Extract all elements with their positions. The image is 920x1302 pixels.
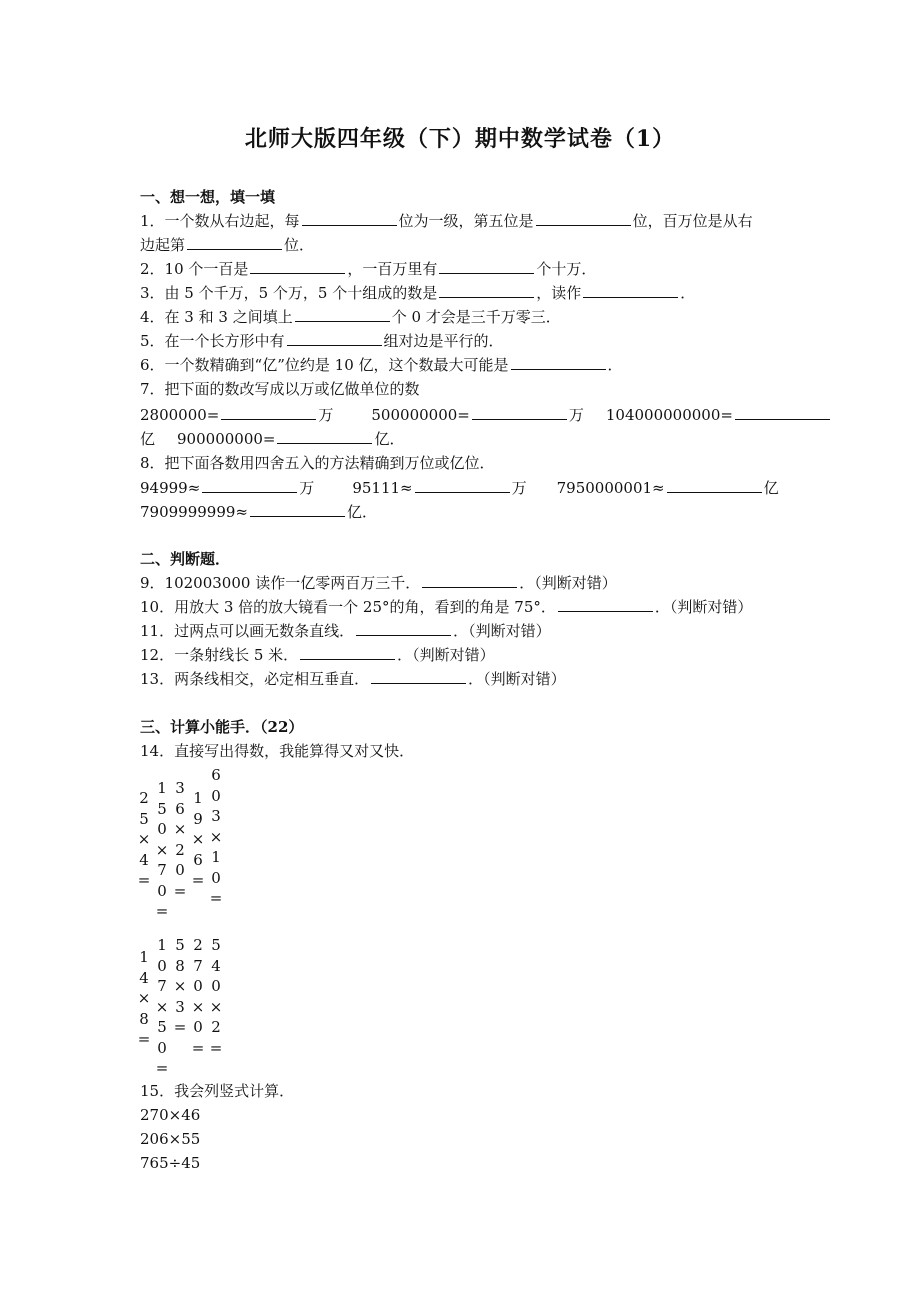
calc-item: 150×70=	[155, 779, 169, 920]
answer-blank[interactable]	[735, 404, 830, 420]
question-10	[140, 596, 752, 618]
question-6	[140, 354, 623, 376]
q2-text-a: 2．10 个一百是	[140, 260, 249, 278]
q8-text-d: 万	[511, 479, 527, 497]
question-12	[140, 644, 495, 666]
calc-item: 58×3=	[173, 936, 187, 1036]
question-8-line-2	[140, 501, 377, 523]
answer-blank[interactable]	[415, 477, 510, 493]
q8-text-e: 7950000001≈	[556, 479, 665, 497]
question-14: 14．直接写出得数，我能算得又对又快．	[140, 742, 415, 760]
calc-item: 270×0=	[191, 936, 205, 1057]
answer-blank[interactable]	[187, 234, 282, 250]
q6-text-a: 6．一个数精确到“亿”位约是 10 亿，这个数最大可能是	[140, 356, 509, 374]
q6-text-b: ．	[607, 356, 623, 374]
question-7-line-2	[140, 428, 405, 450]
answer-blank[interactable]	[202, 477, 297, 493]
q13-text: 13．两条线相交，必定相互垂直．	[140, 670, 370, 688]
answer-blank[interactable]	[536, 210, 631, 226]
answer-blank[interactable]	[221, 404, 316, 420]
answer-blank[interactable]	[511, 354, 606, 370]
q7-text-h: 亿．	[374, 430, 405, 448]
answer-blank[interactable]	[302, 210, 397, 226]
q10-text: 10．用放大 3 倍的放大镜看一个 25°的角，看到的角是 75°．	[140, 598, 556, 616]
q5-text-a: 5．在一个长方形中有	[140, 332, 285, 350]
q7-text-b: 万	[318, 406, 334, 424]
question-11	[140, 620, 551, 642]
vertical-calc-3: 765÷45	[140, 1154, 201, 1172]
answer-blank[interactable]	[667, 477, 762, 493]
calc-item: 25×4=	[137, 789, 151, 889]
q1-text-e: 位．	[284, 236, 315, 254]
q7-text-c: 500000000=	[371, 406, 470, 424]
q1-text-c: 位，百万位是从右	[632, 212, 753, 230]
question-8-line-1	[140, 477, 779, 499]
judge-hint: ．（判断对错）	[519, 574, 617, 592]
calc-item: 603×10=	[209, 766, 223, 907]
answer-blank[interactable]	[287, 330, 382, 346]
vertical-calc-1: 270×46	[140, 1106, 201, 1124]
q4-text-b: 个 0 才会是三千万零三．	[391, 308, 561, 326]
answer-blank[interactable]	[300, 644, 395, 660]
q8-text-h: 亿．	[347, 503, 378, 521]
calc-item: 107×50=	[155, 936, 169, 1077]
q8-text-b: 万	[299, 479, 315, 497]
q12-text: 12．一条射线长 5 米．	[140, 646, 299, 664]
answer-blank[interactable]	[439, 258, 534, 274]
q8-text-a: 94999≈	[140, 479, 201, 497]
q8-text-c: 95111≈	[352, 479, 413, 497]
q8-text-g: 7909999999≈	[140, 503, 249, 521]
judge-hint: ．（判断对错）	[654, 598, 753, 616]
calc-item: 36×20=	[173, 779, 187, 900]
judge-hint: ．（判断对错）	[453, 622, 551, 640]
question-8: 8．把下面各数用四舍五入的方法精确到万位或亿位．	[140, 454, 495, 472]
calc-item: 19×6=	[191, 789, 205, 889]
q1-text-b: 位为一级，第五位是	[398, 212, 534, 230]
calc-item: 540×2=	[209, 936, 223, 1057]
section-2-heading: 二、判断题．	[140, 550, 231, 568]
answer-blank[interactable]	[277, 428, 372, 444]
q2-text-c: 个十万．	[536, 260, 597, 278]
page-title: 北师大版四年级（下）期中数学试卷（1）	[244, 126, 676, 152]
q3-text-a: 3．由 5 个千万，5 个万，5 个十组成的数是	[140, 284, 438, 302]
answer-blank[interactable]	[422, 572, 517, 588]
answer-blank[interactable]	[472, 404, 567, 420]
q11-text: 11．过两点可以画无数条直线．	[140, 622, 355, 640]
q7-text-d: 万	[568, 406, 584, 424]
q7-text-a: 2800000=	[140, 406, 220, 424]
question-1-line-2	[140, 234, 314, 256]
q7-text-f: 亿	[140, 430, 156, 448]
answer-blank[interactable]	[250, 258, 345, 274]
answer-blank[interactable]	[250, 501, 345, 517]
question-3	[140, 282, 695, 304]
q1-text-d: 边起第	[140, 236, 186, 254]
question-7-line-1	[140, 404, 832, 426]
calc-item: 14×8=	[137, 948, 151, 1048]
section-1-heading: 一、想一想，填一填	[140, 188, 276, 206]
q4-text-a: 4．在 3 和 3 之间填上	[140, 308, 293, 326]
answer-blank[interactable]	[558, 596, 653, 612]
question-5	[140, 330, 504, 352]
question-15: 15．我会列竖式计算．	[140, 1082, 295, 1100]
judge-hint: ．（判断对错）	[468, 670, 566, 688]
q1-text-a: 1．一个数从右边起，每	[140, 212, 300, 230]
answer-blank[interactable]	[295, 306, 390, 322]
q7-text-g: 900000000=	[177, 430, 276, 448]
question-9	[140, 572, 617, 594]
question-13	[140, 668, 566, 690]
question-4	[140, 306, 561, 328]
question-7: 7．把下面的数改写成以万或亿做单位的数	[140, 380, 420, 398]
q2-text-b: ，一百万里有	[347, 260, 438, 278]
q3-text-b: ，读作	[536, 284, 582, 302]
answer-blank[interactable]	[583, 282, 678, 298]
answer-blank[interactable]	[356, 620, 451, 636]
q3-text-c: ．	[680, 284, 696, 302]
section-3-heading: 三、计算小能手．（22）	[140, 718, 304, 736]
judge-hint: ．（判断对错）	[397, 646, 495, 664]
q8-text-f: 亿	[763, 479, 779, 497]
q5-text-b: 组对边是平行的．	[383, 332, 504, 350]
q7-text-e: 104000000000=	[605, 406, 733, 424]
q9-text: 9．102003000 读作一亿零两百万三千．	[140, 574, 421, 592]
answer-blank[interactable]	[439, 282, 534, 298]
question-1-line-1	[140, 210, 753, 232]
vertical-calc-2: 206×55	[140, 1130, 201, 1148]
answer-blank[interactable]	[371, 668, 466, 684]
question-2	[140, 258, 596, 280]
